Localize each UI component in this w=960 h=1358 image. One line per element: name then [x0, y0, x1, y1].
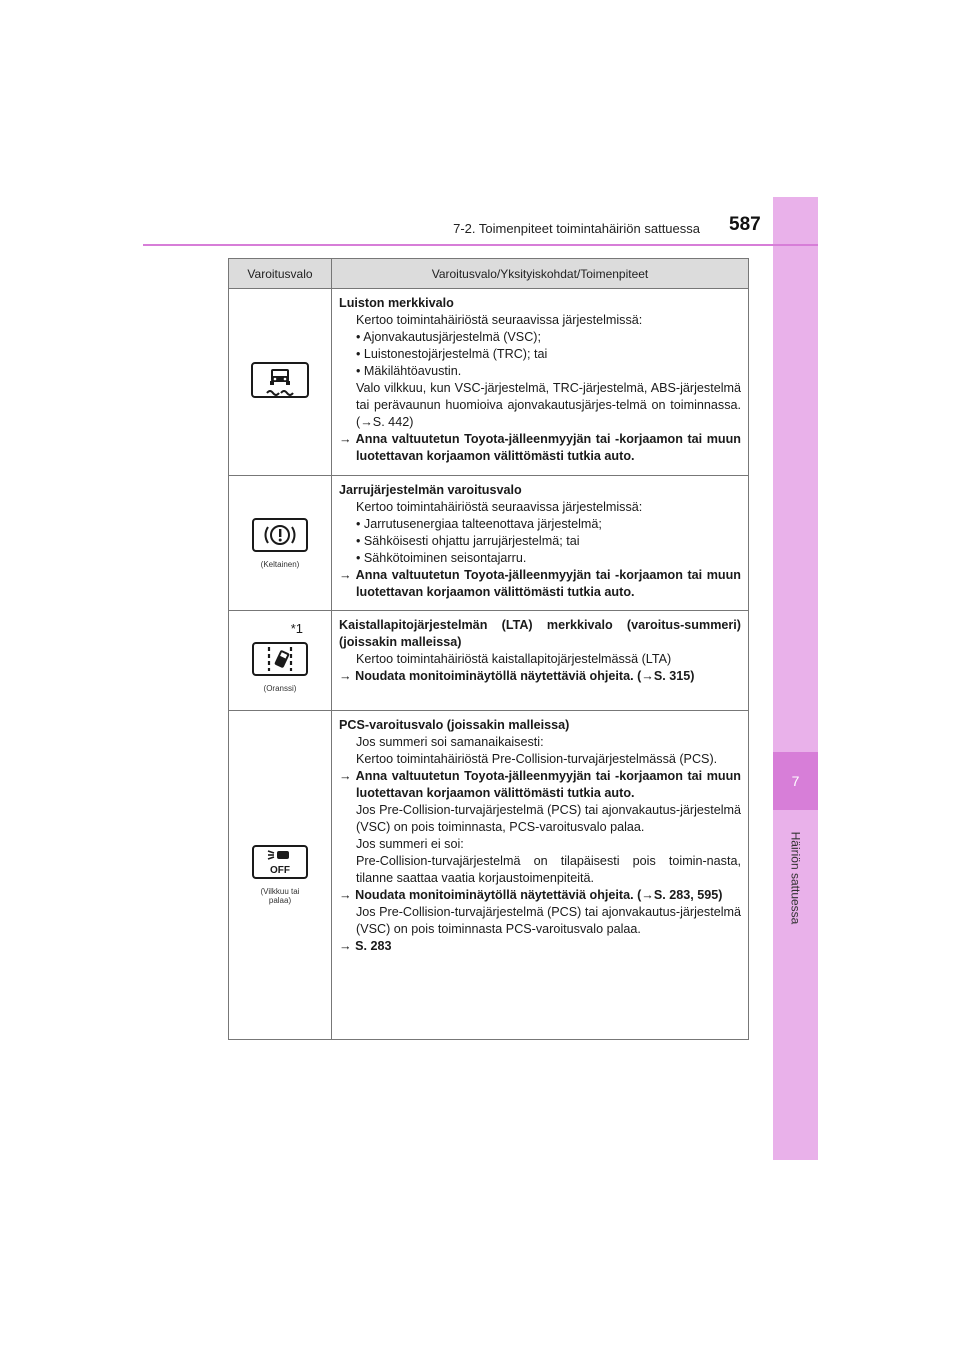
text-cell — [332, 476, 749, 611]
bullet-item: • Jarrutusenergiaa talteenottava järjestelmä; — [356, 517, 602, 531]
warning-light-table — [228, 258, 749, 1040]
icon-cell — [229, 476, 332, 611]
chapter-label — [773, 818, 818, 938]
table-row — [229, 711, 749, 1040]
row-text: Jos Pre-Collision-turvajärjestelmä (PCS) tai ajonvakautus-järjestelmä (VSC) on pois toiminnasta, PCS-varoitusvalo palaa. — [356, 803, 741, 834]
chapter-side-tab — [773, 197, 818, 1160]
bullet-item: • Luistonestojärjestelmä (TRC); tai — [356, 347, 548, 361]
text-cell — [332, 289, 749, 476]
bullet-item: • Mäkilähtöavustin. — [356, 364, 462, 378]
text-cell — [332, 711, 749, 1040]
icon-cell — [229, 611, 332, 711]
row-action: → S. 283 — [339, 939, 392, 953]
row-title: Kaistallapitojärjestelmän (LTA) merkkivalo (varoitus-summeri) (joissakin malleissa) — [339, 618, 741, 649]
bullet-item: • Sähkötoiminen seisontajarru. — [356, 551, 527, 565]
table-row — [229, 476, 749, 611]
lane-tracing-icon — [252, 642, 308, 676]
row-action: → Anna valtuutetun Toyota-jälleenmyyjän tai -korjaamon tai muun luotettavan korjaamon välittömästi tutkia auto. — [339, 769, 741, 800]
row-action: → Noudata monitoiminäytöllä näytettäviä ohjeita. (→S. 283, 595) — [339, 888, 723, 902]
footnote-marker: *1 — [290, 621, 303, 636]
row-text: Jos summeri soi samanaikaisesti: — [356, 735, 544, 749]
table-row — [229, 289, 749, 476]
row-title: Jarrujärjestelmän varoitusvalo — [339, 483, 522, 497]
section-title: 7-2. Toimenpiteet toimintahäiriön sattuessa — [453, 221, 700, 236]
table-row — [229, 611, 749, 711]
text-cell — [332, 611, 749, 711]
chapter-label-text: Häiriön sattuessa — [788, 831, 803, 925]
column-header: Varoitusvalo — [229, 259, 332, 289]
bullet-item: • Sähköisesti ohjattu jarrujärjestelmä; tai — [356, 534, 580, 548]
row-action: → Noudata monitoiminäytöllä näytettäviä ohjeita. (→S. 315) — [339, 669, 695, 683]
icon-caption: (Oranssi) — [263, 684, 297, 693]
row-text: Kertoo toimintahäiriöstä Pre-Collision-turvajärjestelmässä (PCS). — [356, 752, 718, 766]
chapter-number: 7 — [773, 752, 818, 810]
row-text: Kertoo toimintahäiriöstä seuraavissa järjestelmissä: — [356, 500, 643, 514]
brake-warning-icon — [252, 518, 308, 552]
bullet-item: • Ajonvakautusjärjestelmä (VSC); — [356, 330, 541, 344]
icon-caption: (Vilkkuu tai palaa) — [260, 887, 300, 905]
column-header: Varoitusvalo/Yksityiskohdat/Toimenpiteet — [332, 259, 749, 289]
table-header-row — [229, 259, 749, 289]
icon-cell — [229, 289, 332, 476]
pcs-off-icon — [252, 845, 308, 879]
row-text: Jos Pre-Collision-turvajärjestelmä (PCS) tai ajonvakautus-järjestelmä (VSC) on pois toiminnasta PCS-varoitusvalo palaa. — [356, 905, 741, 936]
row-text: Valo vilkkuu, kun VSC-järjestelmä, TRC-järjestelmä, ABS-järjestelmä tai perävaunun huomioiva ajonvakautusjärjes-telmä on toiminnassa. (→S. 442) — [356, 381, 741, 429]
row-text: Kertoo toimintahäiriöstä seuraavissa järjestelmissä: — [356, 313, 643, 327]
row-action: → Anna valtuutetun Toyota-jälleenmyyjän tai -korjaamon tai muun luotettavan korjaamon välittömästi tutkia auto. — [339, 432, 741, 463]
icon-cell — [229, 711, 332, 1040]
icon-caption: (Keltainen) — [260, 559, 300, 569]
pcs-off-label: OFF — [270, 865, 290, 876]
row-text: Kertoo toimintahäiriöstä kaistallapitojärjestelmässä (LTA) — [356, 652, 672, 666]
row-text: Jos summeri ei soi: — [356, 837, 464, 851]
slip-indicator-icon — [251, 362, 309, 398]
row-action: → Anna valtuutetun Toyota-jälleenmyyjän tai -korjaamon tai muun luotettavan korjaamon välittömästi tutkia auto. — [339, 568, 741, 599]
row-title: Luiston merkkivalo — [339, 296, 454, 310]
header-rule — [143, 244, 818, 246]
row-title: PCS-varoitusvalo (joissakin malleissa) — [339, 718, 570, 732]
page-number: 587 — [729, 214, 761, 235]
row-text: Pre-Collision-turvajärjestelmä on tilapäisesti pois toimin-nasta, tilanne saattaa vaatia korjaustoimenpiteitä. — [356, 854, 741, 885]
